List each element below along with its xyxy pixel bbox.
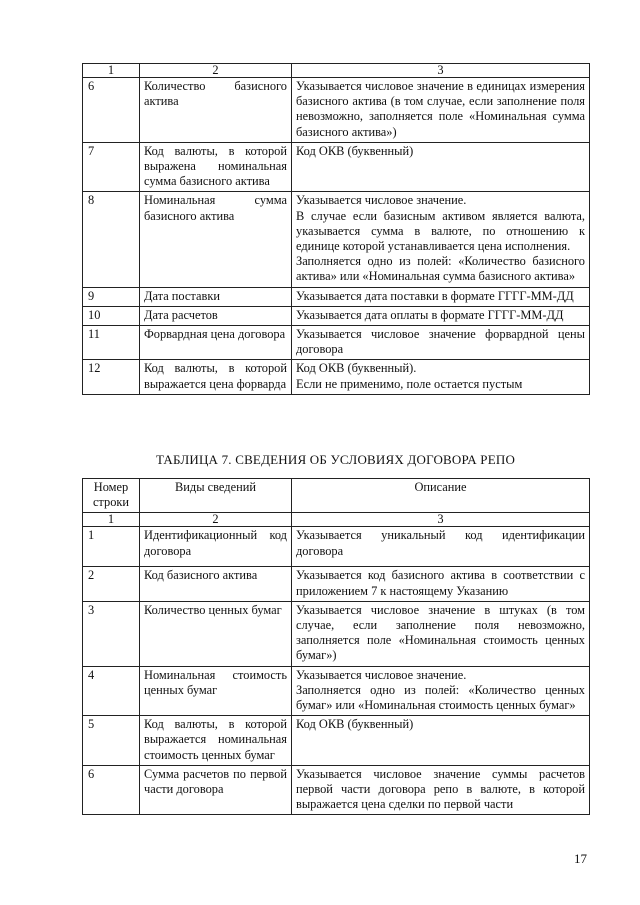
row-number-cell: 5 bbox=[83, 716, 140, 766]
description-cell: Указывается дата оплаты в формате ГГГГ-ММ-ДД bbox=[292, 306, 590, 325]
table-row bbox=[83, 360, 590, 394]
column-number-row bbox=[83, 513, 590, 527]
info-type-cell: Код валюты, в которой выражается цена форварда bbox=[140, 360, 292, 394]
description-cell: Указывается числовое значение. В случае если базисным активом является валюта, указывается сумма в валюте, по отношению к единице которой устанавливается цена исполнения. Заполняется одно из полей: «Количество базисного актива» или «Номинальная сумма базисного актива» bbox=[292, 192, 590, 287]
table-row bbox=[83, 666, 590, 716]
row-number-cell: 6 bbox=[83, 765, 140, 815]
description-cell: Указывается код базисного актива в соответствии с приложением 7 к настоящему Указанию bbox=[292, 567, 590, 601]
info-type-cell: Код валюты, в которой выражена номинальная сумма базисного актива bbox=[140, 142, 292, 192]
row-number-cell: 7 bbox=[83, 142, 140, 192]
table-row bbox=[83, 306, 590, 325]
info-type-cell: Код валюты, в которой выражается номинальная стоимость ценных бумаг bbox=[140, 716, 292, 766]
info-type-cell: Дата расчетов bbox=[140, 306, 292, 325]
row-number-cell: 8 bbox=[83, 192, 140, 287]
table-repo-terms bbox=[82, 478, 590, 815]
page-number: 17 bbox=[574, 851, 587, 866]
description-cell: Указывается дата поставки в формате ГГГГ-ММ-ДД bbox=[292, 287, 590, 306]
row-number-cell: 9 bbox=[83, 287, 140, 306]
table-row bbox=[83, 601, 590, 666]
info-type-cell: Номинальная стоимость ценных бумаг bbox=[140, 666, 292, 716]
info-type-cell: Код базисного актива bbox=[140, 567, 292, 601]
info-type-cell: Дата поставки bbox=[140, 287, 292, 306]
description-cell: Указывается числовое значение в штуках (в том случае, если заполнение поля невозможно, заполняется поле «Номинальная стоимость ценных бумаг») bbox=[292, 601, 590, 666]
row-number-cell: 10 bbox=[83, 306, 140, 325]
description-cell: Код ОКВ (буквенный). Если не применимо, поле остается пустым bbox=[292, 360, 590, 394]
description-cell: Указывается числовое значение. Заполняется одно из полей: «Количество ценных бумаг» или «Номинальная стоимость ценных бумаг» bbox=[292, 666, 590, 716]
table-row bbox=[83, 567, 590, 601]
table-caption: ТАБЛИЦА 7. СВЕДЕНИЯ ОБ УСЛОВИЯХ ДОГОВОРА РЕПО bbox=[155, 452, 516, 467]
table-row bbox=[83, 78, 590, 143]
row-number-cell: 2 bbox=[83, 567, 140, 601]
row-number-cell: 6 bbox=[83, 78, 140, 143]
column-number: 3 bbox=[292, 513, 590, 527]
table-row bbox=[83, 716, 590, 766]
header-cell-description: Описание bbox=[292, 479, 590, 513]
table-row bbox=[83, 765, 590, 815]
description-cell: Код ОКВ (буквенный) bbox=[292, 716, 590, 766]
description-cell: Код ОКВ (буквенный) bbox=[292, 142, 590, 192]
table-row bbox=[83, 326, 590, 360]
header-cell-info-type: Виды сведений bbox=[140, 479, 292, 513]
info-type-cell: Идентификационный код договора bbox=[140, 527, 292, 567]
description-cell: Указывается числовое значение суммы расчетов первой части договора репо в валюте, в которой выражается цена сделки по первой части bbox=[292, 765, 590, 815]
column-number-row bbox=[83, 64, 590, 78]
row-number-cell: 12 bbox=[83, 360, 140, 394]
info-type-cell: Количество базисного актива bbox=[140, 78, 292, 143]
info-type-cell: Форвардная цена договора bbox=[140, 326, 292, 360]
row-number-cell: 11 bbox=[83, 326, 140, 360]
description-cell: Указывается числовое значение форвардной цены договора bbox=[292, 326, 590, 360]
column-number: 1 bbox=[83, 64, 140, 78]
info-type-cell: Количество ценных бумаг bbox=[140, 601, 292, 666]
column-number: 2 bbox=[140, 513, 292, 527]
column-number: 1 bbox=[83, 513, 140, 527]
info-type-cell: Сумма расчетов по первой части договора bbox=[140, 765, 292, 815]
column-number: 2 bbox=[140, 64, 292, 78]
table-derivatives-continued bbox=[82, 63, 590, 395]
description-cell: Указывается числовое значение в единицах измерения базисного актива (в том случае, если заполнение поля невозможно, заполняется поле «Номинальная сумма базисного актива») bbox=[292, 78, 590, 143]
table-row bbox=[83, 192, 590, 287]
row-number-cell: 4 bbox=[83, 666, 140, 716]
row-number-cell: 1 bbox=[83, 527, 140, 567]
column-number: 3 bbox=[292, 64, 590, 78]
header-row bbox=[83, 479, 590, 513]
row-number-cell: 3 bbox=[83, 601, 140, 666]
header-cell-row-number: Номер строки bbox=[83, 479, 140, 513]
info-type-cell: Номинальная сумма базисного актива bbox=[140, 192, 292, 287]
table-row bbox=[83, 142, 590, 192]
description-cell: Указывается уникальный код идентификации договора bbox=[292, 527, 590, 567]
table-row bbox=[83, 527, 590, 567]
table-row bbox=[83, 287, 590, 306]
